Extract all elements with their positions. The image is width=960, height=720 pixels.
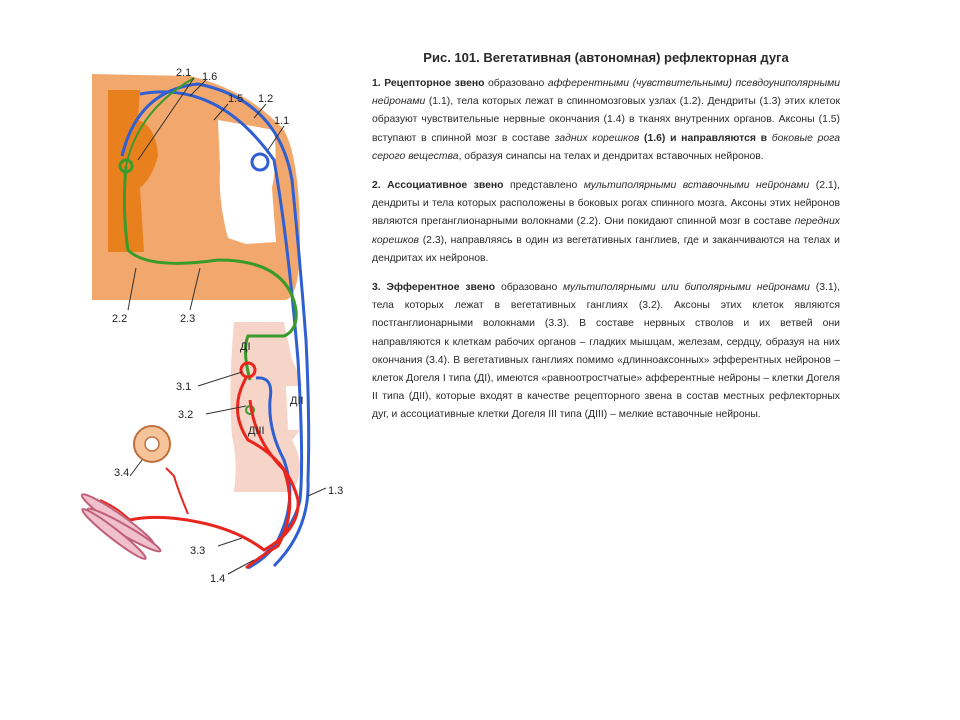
associative-text-1: представлено [503, 180, 584, 192]
red-branch-to-gland [166, 468, 188, 514]
label-1-5: 1.5 [228, 93, 244, 105]
associative-text-3: (2.3), направляясь в один из вегетативных ганглиев, где и заканчиваются на телах и дендритах их нейронов. [372, 234, 840, 264]
label-3-1: 3.1 [176, 381, 192, 393]
receptor-italic-2: задних корешков [554, 132, 640, 144]
receptor-italic-1: афферентными (чувствительными) псевдоуниполярными нейронами [372, 78, 840, 108]
label-2-3: 2.3 [180, 313, 196, 325]
label-dogiel-ii: ДII [290, 395, 304, 407]
gland-organ [134, 426, 170, 462]
receptor-text-1: образовано [484, 78, 548, 89]
efferent-text-2: (3.1), тела которых лежат в вегетативных ганглиях (3.2). Аксоны этих клеток являются постганглионарными волокнами (3.3). В составе нервных стволов и их ветвей они направляются к клеткам рабочих органов – гладких мышцам, железам, сердцу, образуя на них окончания (3.4). В вегетативных ганглиях помимо «длинноаксонных» эфферентных нейронов – клеток Догеля I типа (ДI), имеются «равноотростчатые» афферентные нейроны – клетки Догеля II типа (ДII), которые входят в качестве рецепторного звена в состав местных рефлекторных дуг, и ассоциативные клетки Догеля III типа (ДIII) – мелкие вставочные нейроны. [372, 282, 841, 421]
efferent-text-1: образовано [495, 282, 564, 294]
receptor-bold-2: (1.6) и направляются в [639, 132, 772, 144]
reflex-arc-diagram [78, 60, 350, 620]
efferent-italic-1: мультиполярными или биполярными нейронами [563, 282, 810, 294]
label-dogiel-iii: ДIII [248, 425, 265, 437]
figure-title: Рис. 101. Вегетативная (автономная) рефлекторная дуга [423, 50, 789, 65]
paragraph-receptor-link [372, 75, 840, 166]
associative-italic-1: мультиполярными вставочными нейронами [583, 180, 810, 192]
label-1-1: 1.1 [274, 115, 290, 127]
paragraph-associative-link [372, 177, 840, 268]
label-3-2: 3.2 [178, 409, 194, 421]
receptor-text-2: (1.1), тела которых лежат в спинномозговых узлах (1.2). Дендриты (1.3) этих клеток образуют чувствительные нервные окончания (1.4) в тканях внутренних органов. Аксоны (1.5) вступают в спинной мозг в составе [372, 96, 840, 144]
label-3-3: 3.3 [190, 545, 206, 557]
label-3-4: 3.4 [114, 467, 130, 479]
smooth-muscle-organ [79, 490, 163, 563]
label-1-4: 1.4 [210, 573, 226, 585]
associative-link-heading: 2. Ассоциативное звено [372, 180, 504, 192]
label-2-1: 2.1 [176, 67, 192, 79]
associative-text-2: (2.1), дендриты и тела которых расположены в боковых рогах спинного мозга. Аксоны этих нейронов являются преганглионарными волокнами (2.2). Они покидают спинной мозг в составе [372, 180, 840, 228]
ganglion-hole [286, 386, 306, 430]
label-1-3: 1.3 [328, 485, 344, 497]
label-1-2: 1.2 [258, 93, 274, 105]
label-2-2: 2.2 [112, 313, 128, 325]
efferent-link-heading: 3. Эфферентное звено [372, 282, 496, 294]
label-dogiel-i: ДI [240, 341, 251, 353]
white-region [218, 120, 276, 244]
associative-italic-2: передних корешков [372, 216, 840, 246]
reflex-arc-figure [78, 60, 350, 620]
receptor-text-3: , образуя синапсы на телах и дендритах вставочных нейронов. [458, 150, 764, 162]
label-1-6: 1.6 [202, 71, 218, 83]
receptor-link-heading: 1. Рецепторное звено [372, 78, 485, 89]
receptor-italic-3: боковые рога серого вещества [372, 132, 840, 162]
caption-text-block [372, 50, 840, 436]
paragraph-efferent-link [372, 279, 840, 425]
